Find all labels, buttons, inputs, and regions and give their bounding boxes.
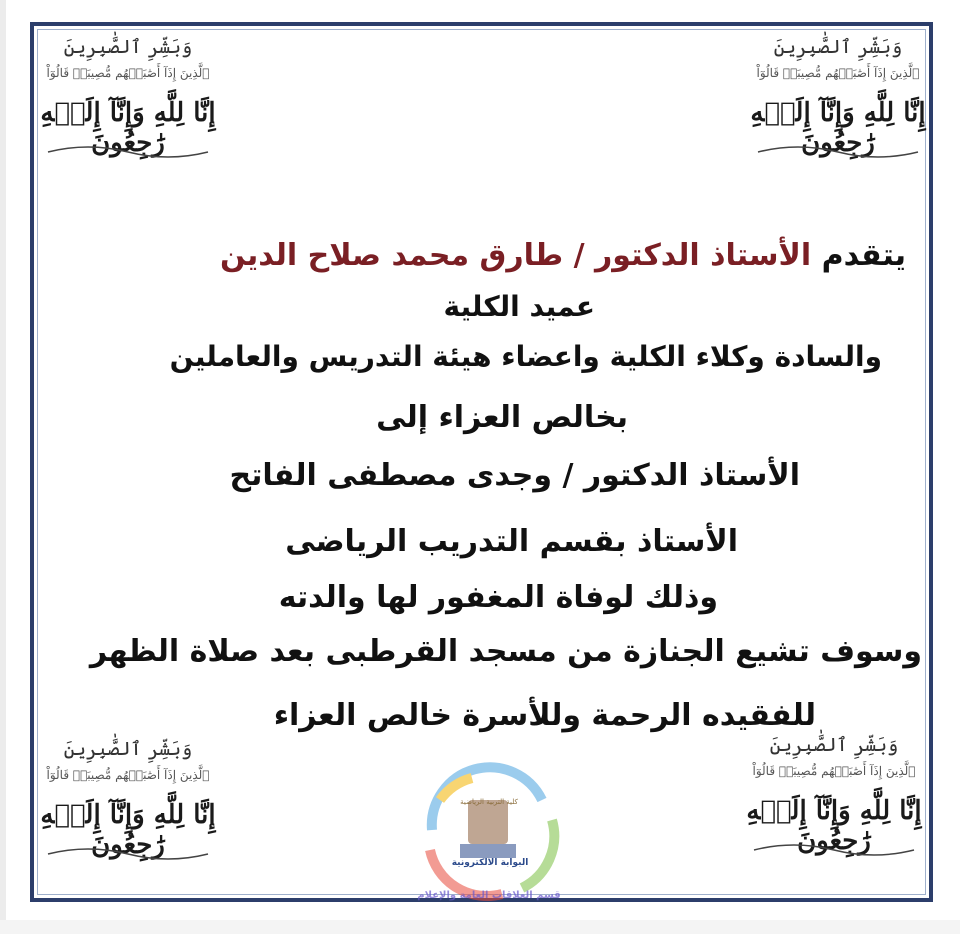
calligraphy-ornament <box>734 838 934 860</box>
calligraphy-ornament <box>28 842 228 864</box>
calligraphy-bottom-right <box>734 734 934 874</box>
calligraphy-line-3: إِنَّا لِلَّهِ وَإِنَّآ إِلَيۡهِ رَٰجِعُونَ <box>40 800 216 860</box>
calligraphy-line-3: إِنَّا لِلَّهِ وَإِنَّآ إِلَيۡهِ رَٰجِعُونَ <box>746 796 922 856</box>
notice-prefix: يتقدم <box>821 238 906 273</box>
notice-line-4: بخالص العزاء إلى <box>376 400 628 435</box>
calligraphy-line-3: إِنَّا لِلَّهِ وَإِنَّآ إِلَيۡهِ رَٰجِعُونَ <box>40 98 216 158</box>
calligraphy-line-1: وَبَشِّرِ ٱلصَّٰبِرِينَ <box>773 36 903 58</box>
notice-line-5: الأستاذ الدكتور / وجدى مصطفى الفاتح <box>229 458 800 493</box>
calligraphy-line-3: إِنَّا لِلَّهِ وَإِنَّآ إِلَيۡهِ رَٰجِعُونَ <box>750 98 926 158</box>
calligraphy-line-2: ٱلَّذِينَ إِذَآ أَصَٰبَتۡهُم مُّصِيبَةٞ قَالُوٓاْ <box>46 768 210 782</box>
logo-top-text: كلية التربية الرياضية <box>460 798 518 806</box>
dean-name: الأستاذ الدكتور / طارق محمد صلاح الدين <box>220 238 812 273</box>
logo-emblem <box>402 760 576 910</box>
bottom-edge-strip <box>0 920 960 934</box>
calligraphy-line-1: وَبَشِّرِ ٱلصَّٰبِرِينَ <box>63 36 193 58</box>
notice-line-8: وسوف تشيع الجنازة من مسجد القرطبى بعد صلاة الظهر <box>89 634 922 669</box>
calligraphy-top-right <box>738 36 938 176</box>
watermark-logo <box>402 760 576 910</box>
logo-center-text: البوابة الالكترونية <box>451 858 529 868</box>
left-edge-strip <box>0 0 6 934</box>
calligraphy-ornament <box>28 140 228 162</box>
calligraphy-line-2: ٱلَّذِينَ إِذَآ أَصَٰبَتۡهُم مُّصِيبَةٞ قَالُوٓاْ <box>46 66 210 80</box>
calligraphy-line-1: وَبَشِّرِ ٱلصَّٰبِرِينَ <box>769 734 899 756</box>
notice-line-2: عميد الكلية <box>443 290 595 323</box>
calligraphy-ornament <box>738 140 938 162</box>
notice-line-7: وذلك لوفاة المغفور لها والدته <box>278 580 718 615</box>
calligraphy-line-2: ٱلَّذِينَ إِذَآ أَصَٰبَتۡهُم مُّصِيبَةٞ قَالُوٓاْ <box>752 764 916 778</box>
calligraphy-line-1: وَبَشِّرِ ٱلصَّٰبِرِينَ <box>63 738 193 760</box>
logo-caption: قسم العلاقات العامة والإعلام <box>417 890 561 901</box>
calligraphy-bottom-left <box>28 738 228 878</box>
notice-line-9: للفقيده الرحمة وللأسرة خالص العزاء <box>273 698 816 733</box>
notice-line-3: والسادة وكلاء الكلية واعضاء هيئة التدريس والعاملين <box>169 340 882 373</box>
notice-line-1 <box>220 238 906 273</box>
calligraphy-line-2: ٱلَّذِينَ إِذَآ أَصَٰبَتۡهُم مُّصِيبَةٞ قَالُوٓاْ <box>756 66 920 80</box>
calligraphy-top-left <box>28 36 228 176</box>
notice-line-6: الأستاذ بقسم التدريب الرياضى <box>285 524 738 559</box>
